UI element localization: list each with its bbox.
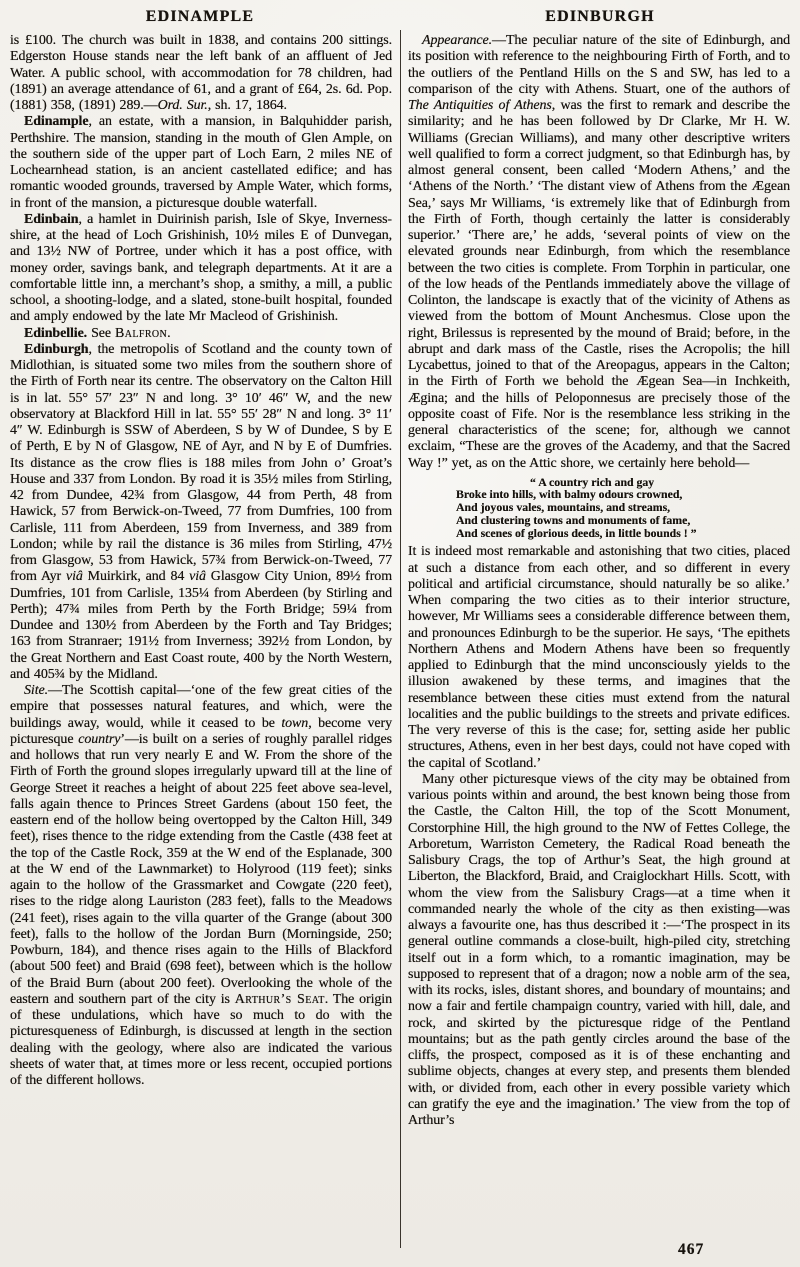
text-run: —The Scottish capital—‘one of the few great cities of the empire that possesses natural features, and which, were the buildings away, would, while it ceased to be bbox=[10, 683, 392, 731]
entry-edinbain bbox=[10, 212, 392, 326]
section-appearance bbox=[408, 33, 790, 472]
text-run-bold: Edinburgh bbox=[24, 341, 89, 357]
verse-line: And scenes of glorious deeds, in little bounds ! ” bbox=[456, 525, 697, 540]
text-run-bold: Edinbain bbox=[24, 211, 79, 227]
verse-line: And clustering towns and monuments of fame, bbox=[456, 512, 691, 527]
text-run: ’—is built on a series of roughly parallel ridges and hollows that run very nearly E and W. From the shore of the Firth of Forth the ground slopes irregularly upward till at the line of George Street it reaches a height of about 225 feet above sea-level, falls again thence to Princes Street Gardens (about 150 feet, the eastern end of the hollow being overtopped by the Calton Hill, 349 feet), rises thence to the ridge extending from the Castle (438 feet at the top of the Castle Rock, 359 at the W end of the Esplanade, 300 at the W end of the Lawnmarket) to Holyrood (119 feet); sinks again to the hollow of the Grassmarket and Cowgate (220 feet), rises to the ridge along Lauriston (283 feet), falls to the Meadows (241 feet), rises again to the villa quarter of the Grange (about 300 feet), falls to the hollow of the Jordan Burn (Morningside, 250; Powburn, 184), and thence rises again to the Hills of Blackford (about 500 feet) and Braid (698 feet), between which is the hollow of the Braid Burn (about 200 feet). Overlooking the whole of the eastern and southern part of the city is bbox=[10, 731, 393, 1007]
running-head-right: EDINBURGH bbox=[545, 8, 655, 25]
text-run-italic: viâ bbox=[65, 569, 83, 585]
text-run-bold: Edinbellie. bbox=[24, 325, 88, 341]
text-columns bbox=[10, 33, 790, 1129]
text-run: Many other picturesque views of the city may be obtained from various points within and around, the best known being those from the Castle, the Calton Hill, the top of the Scott Monument, Corstorphine Hill, the high ground to the NW of Fettes College, the Arboretum, Warriston Cemetery, the Radical Road beneath the Salisbury Crags, the top of Arthur’s Seat, the high ground at Liberton, the Blackford, Braid, and Craiglockhart Hills. Scott, with whom the view from the Salisbury Crags—at a time when it commanded nearly the whole of the city as then existing—was always a favourite one, has thus described it :—‘The prospect in its general outline commands a close-built, high-piled city, stretching itself out in a form which, to a romantic imagination, may be supposed to represent that of a dragon; now a noble arm of the sea, with its rocks, isles, distant shores, and boundary of mountains; and now a fair and fertile champaign country, varied with hill, dale, and rock, and skirted by the picturesque ridge of the Pentland mountains; but as the path gently circles around the base of the cliffs, the prospect, composed as it is of these enchanting and sublime objects, changes at every step, and presents them blended with, or divided from, each other in every possible variety which can gratify the eye and the imagination.’ The view from the top of Arthur’s bbox=[408, 771, 790, 1129]
text-run: , become very picturesque bbox=[10, 715, 392, 747]
text-run: . bbox=[167, 325, 171, 341]
text-run: , was the first to remark and describe the similarity; and he has been followed by Dr Clarke, Mr H. W. Williams (Grecian Williams), and many other descriptive writers well qualified to form a correct judgment, so that Edinburgh has, by almost general consent, been called ‘Modern Athens,’ and the ‘Athens of the North.’ ‘The distant view of Athens from the Ægean Sea,’ says Mr Williams, ‘is extremely like that of Edinburgh from the Firth of Forth, though certainly the latter is considerably superior.’ ‘There are,’ he adds, ‘several points of view on the elevated grounds near Edinburgh, from which the resemblance between the two cities is complete. From Torphin in particular, one of the low heads of the Pentlands immediately above the village of Colinton, the landscape is exactly that of the vicinity of Athens as viewed from the bottom of Mount Anchesmus. Close upon the right, Brilessus is represented by the mound of Braid; before, in the abrupt and dark mass of the Castle, rises the Acropolis; the hill Lycabettus, joined to that of the Areopagus, appears in the Calton; in the Firth of Forth we behold the Ægean Sea—in Inchkeith, Ægina; and the hills of Peloponnesus are precisely those of the opposite coast of Fife. Nor is the resemblance less striking in the general characteristics of the scene; for, although we cannot exclaim, “These are the groves of the Academy, and that the Sacred Way !” yet, as on the Attic shore, we certainly here behold— bbox=[408, 98, 790, 471]
text-run: is £100. The church was built in 1838, and contains 200 sittings. Edgerston House stands near the left bank of an affluent of Jed Water. A public school, with accommodation for 78 children, had (1891) an average attendance of 61, and a grant of £64, 2s. 6d. Pop. (1881) 358, (1891) 289.— bbox=[10, 33, 392, 113]
paragraph-comparison bbox=[408, 544, 790, 772]
verse-line: “ A country rich and gay bbox=[530, 474, 655, 489]
page-number: 467 bbox=[678, 1241, 705, 1258]
text-run: , the metropolis of Scotland and the county town of Midlothian, is situated some two miles from the southern shore of the Firth of Forth near its centre. The observatory on the Calton Hill is in lat. 55° 57′ 23″ N and long. 3° 10′ 46″ W, and the new observatory at Blackford Hill in lat. 55° 55′ 28″ N and long. 3° 11′ 4″ W. Edinburgh is SSW of Aberdeen, S by W of Dundee, S by E of Perth, E by N of Glasgow, NE of Ayr, and N by E of Dumfries. Its distance as the crow flies is 188 miles from John o’ Groat’s House and 337 from London. By road it is 35½ miles from Stirling, 42 from Dundee, 42¾ from Glasgow, 44 from Perth, 48 from Hawick, 57 from Berwick-on-Tweed, 77 from Dumfries, 100 from Carlisle, 111 from Aberdeen, 159 from Inverness, and 389 from London; while by rail the distance is 36 miles from Stirling, 47½ from Glasgow, 53 from Hawick, 57¾ from Berwick-on-Tweed, 77 from Ayr bbox=[10, 341, 392, 585]
text-run-italic: Appearance. bbox=[422, 33, 493, 48]
entry-edgerston-continuation bbox=[10, 33, 392, 114]
text-run: . The origin of these undulations, which have so much to do with the picturesqueness of Edinburgh, is discussed at length in the section dealing with the geology, where also are indicated the various sheets of water that, at times more or less recent, occupied portions of the different hollows. bbox=[10, 991, 392, 1088]
text-run: Muirkirk, and 84 bbox=[82, 569, 190, 585]
text-run-italic: country bbox=[78, 731, 121, 747]
entry-edinample bbox=[10, 114, 392, 212]
text-run-smallcaps: Arthur’s Seat bbox=[234, 991, 325, 1007]
text-run-italic: viâ bbox=[189, 569, 206, 585]
verse-line: Broke into hills, with balmy odours crowned, bbox=[456, 487, 683, 502]
text-run-italic: Ord. Sur. bbox=[157, 98, 208, 113]
right-column bbox=[408, 33, 790, 1129]
text-run-italic: Site. bbox=[24, 683, 48, 698]
text-run: It is indeed most remarkable and astonishing that two cities, placed at such a distance from each other, and so different in every political and artificial circumstance, should naturally be so alike.’ When comparing the two cities as to their interior structure, however, Mr Williams sees a considerable difference between them, and pronounces Edinburgh to be the superior. He says, ‘The epithets Northern Athens and Modern Athens have been so frequently applied to Edinburgh that the mind unconsciously yields to the illusion awakened by these terms, and imagines that the resemblance between these cities must extend from the natural localities and the public buildings to the streets and private edifices. The very reverse of this is the case; for, setting aside her public structures, Athens, even in her best days, could not have coped with the capital of Scotland.’ bbox=[408, 544, 790, 771]
section-site bbox=[10, 683, 392, 1089]
text-run-italic: town bbox=[281, 715, 309, 731]
paragraph-views bbox=[408, 772, 790, 1130]
text-run: , sh. 17, 1864. bbox=[207, 98, 287, 113]
verse-quote bbox=[456, 476, 790, 540]
text-run: See bbox=[87, 325, 116, 341]
text-run-smallcaps: Balfron bbox=[115, 325, 168, 341]
running-heads bbox=[0, 8, 800, 26]
entry-edinburgh bbox=[10, 342, 392, 683]
text-run: Glasgow City Union, 89½ from Dumfries, 101 from Carlisle, 135¼ from Aberdeen (by Stirling and Perth); 47¾ miles from Perth by the Forth Bridge; 59¼ from Dundee and 130½ from Aberdeen by the Forth and Tay Bridges; 163 from Stranraer; 191½ from Inverness; 392½ from London, by the Great Northern and East Coast route, 400 by the North Western, and 405¾ by the Midland. bbox=[10, 569, 392, 682]
text-run-italic: The Antiquities of Athens bbox=[408, 98, 552, 113]
verse-line: And joyous vales, mountains, and streams, bbox=[456, 500, 671, 515]
running-head-left: EDINAMPLE bbox=[145, 8, 255, 25]
text-run: —The peculiar nature of the site of Edinburgh, and its position with reference to the neighbouring Firth of Forth, and to the outliers of the Pentland Hills on the S and SW, has led to a comparison of the city with Athens. Stuart, one of the authors of bbox=[408, 33, 790, 97]
text-run: , a hamlet in Duirinish parish, Isle of Skye, Inverness-shire, at the head of Loch Grishinish, 10½ miles E of Dunvegan, and 13½ NW of Portree, under which it has a post office, with money order, savings bank, and telegraph departments. At it are a comfortable little inn, a merchant’s shop, a smithy, a mill, a public school, a shooting-lodge, and a slated, stone-built hospital, founded and amply endowed by the late Mr Macleod of Grishinish. bbox=[10, 211, 392, 325]
text-run-bold: Edinample bbox=[24, 114, 89, 130]
text-run: , an estate, with a mansion, in Balquhidder parish, Perthshire. The mansion, standing in the mouth of Glen Ample, on the southern side of the upper part of Loch Earn, 2 miles NE of Lochearnhead station, is an ancient castellated edifice; and has romantic wooded grounds, traversed by Ample Water, which forms, in front of the mansion, a picturesque double waterfall. bbox=[10, 114, 392, 211]
entry-edinbellie bbox=[10, 326, 392, 342]
left-column bbox=[10, 33, 392, 1129]
